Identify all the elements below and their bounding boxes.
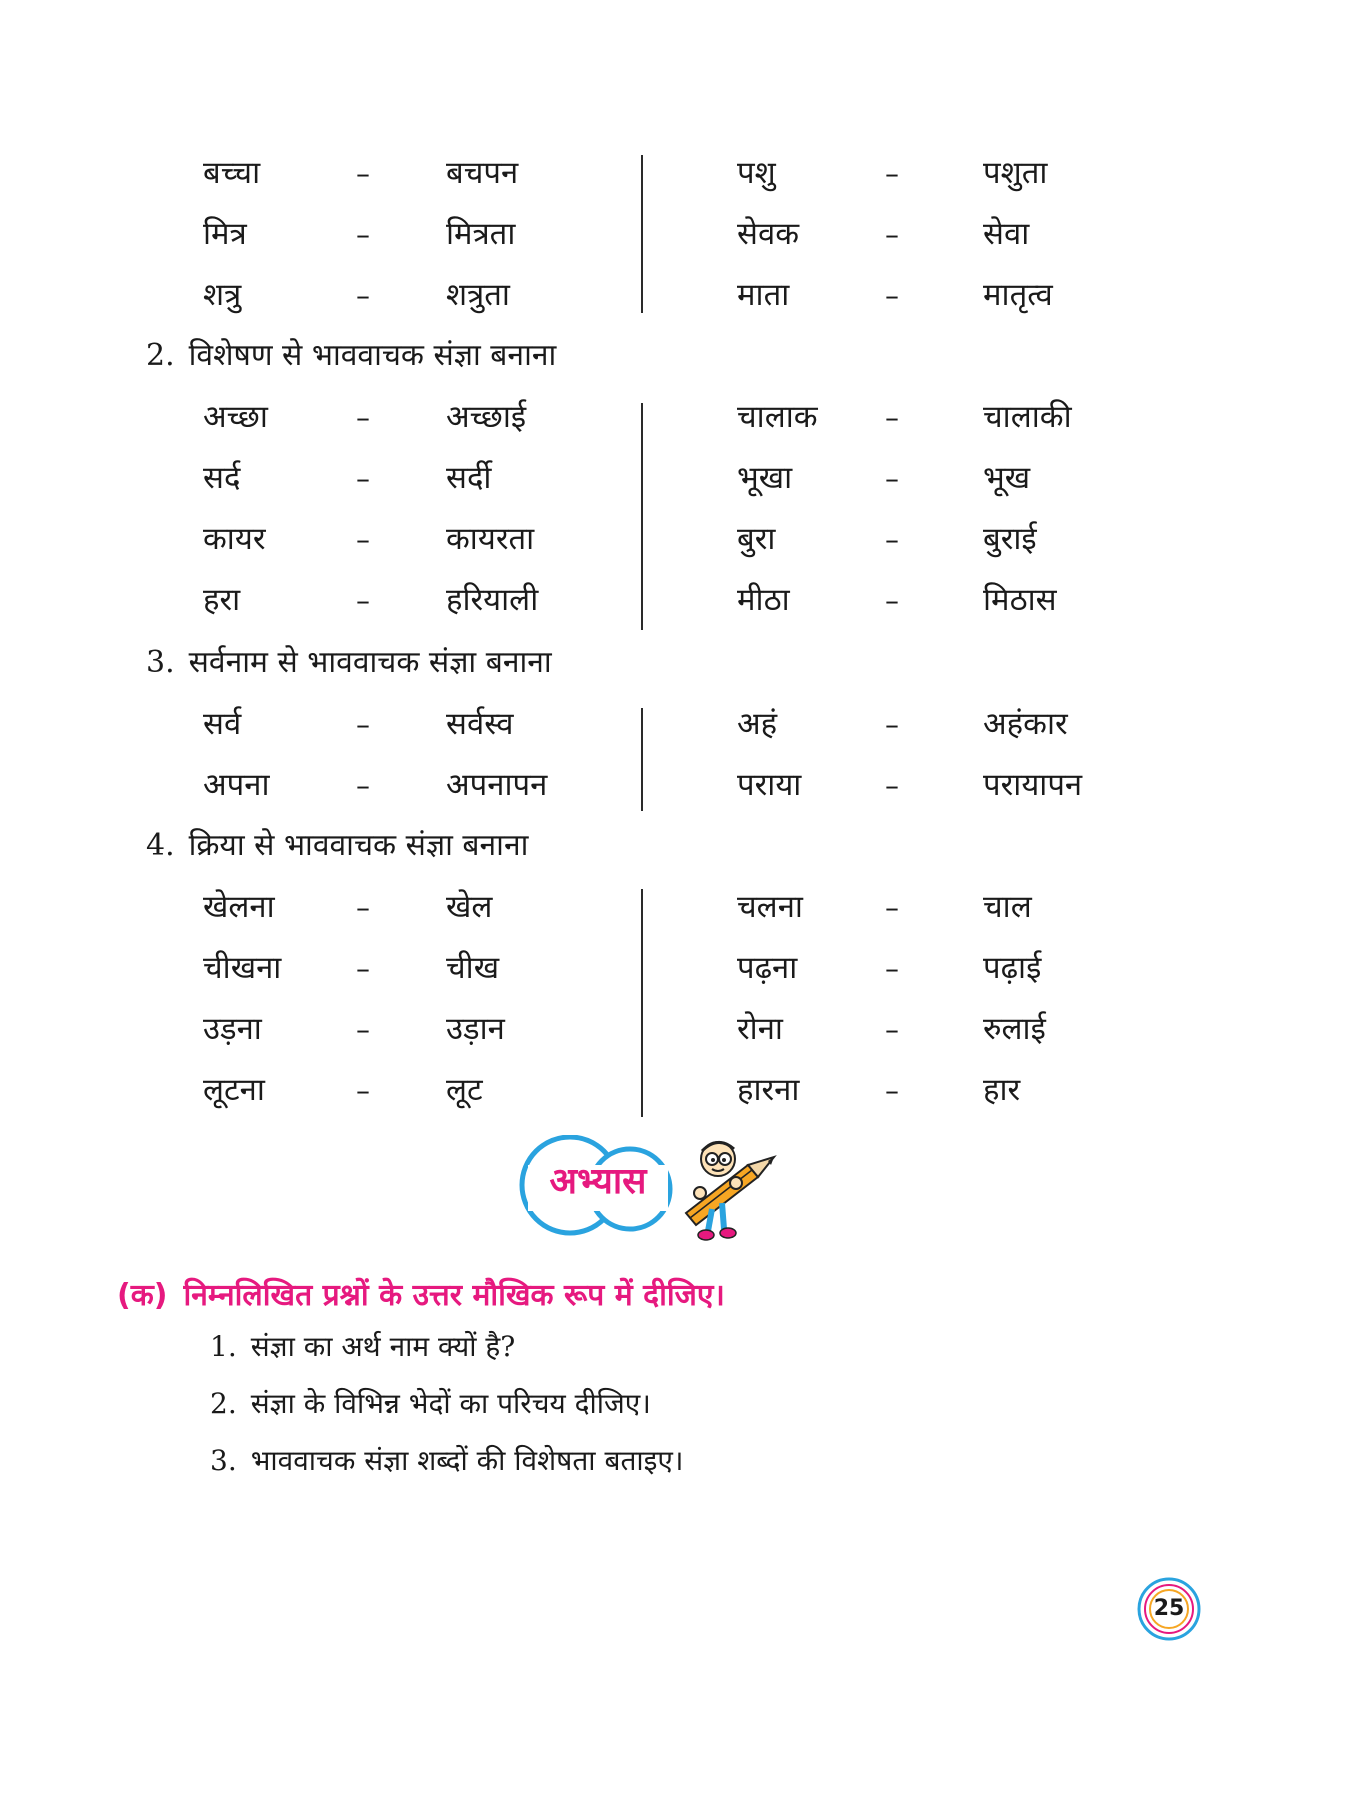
word-base: पढ़ना	[737, 950, 798, 986]
question-item	[210, 1441, 684, 1481]
word-derived: हरियाली	[446, 582, 539, 618]
exercise-instruction: निम्नलिखित प्रश्नों के उत्तर मौखिक रूप में दीजिए।	[183, 1278, 725, 1313]
dash: –	[885, 462, 899, 495]
badge-title: अभ्यास	[549, 1161, 647, 1202]
word-base: अपना	[203, 767, 270, 803]
question-number: 2.	[210, 1387, 237, 1420]
question-number: 3.	[210, 1444, 237, 1477]
word-row	[0, 265, 1363, 326]
word-derived: बुराई	[983, 521, 1037, 557]
word-base: खेलना	[203, 889, 275, 925]
question-item	[210, 1384, 651, 1424]
section-title: विशेषण से भाववाचक संज्ञा बनाना	[188, 338, 557, 373]
exercise-heading	[117, 1274, 725, 1318]
word-table-group-2	[0, 387, 1363, 631]
dash: –	[356, 584, 370, 617]
question-text: संज्ञा का अर्थ नाम क्यों है?	[250, 1330, 516, 1363]
page-number-text: 25	[1153, 1596, 1185, 1621]
dash: –	[885, 279, 899, 312]
dash: –	[885, 708, 899, 741]
dash: –	[356, 401, 370, 434]
section-number: 3.	[146, 645, 175, 680]
word-row	[0, 448, 1363, 509]
word-derived: खेल	[446, 889, 493, 925]
dash: –	[356, 891, 370, 924]
section-heading-2	[146, 336, 556, 376]
word-derived: सर्वस्व	[446, 706, 514, 742]
word-derived: बचपन	[446, 155, 519, 191]
dash: –	[885, 1013, 899, 1046]
word-base: बच्चा	[203, 155, 261, 191]
word-derived: लूट	[446, 1072, 483, 1108]
dash: –	[885, 401, 899, 434]
word-table-group-1	[0, 143, 1363, 326]
section-heading-4	[146, 826, 528, 866]
word-derived: चाल	[983, 889, 1032, 925]
dash: –	[356, 952, 370, 985]
word-derived: अहंकार	[983, 706, 1068, 742]
word-derived: सर्दी	[446, 460, 492, 496]
word-base: चीखना	[203, 950, 282, 986]
word-derived: चीख	[446, 950, 500, 986]
word-base: हारना	[737, 1072, 800, 1108]
dash: –	[356, 523, 370, 556]
word-table-group-3	[0, 694, 1363, 816]
word-row	[0, 877, 1363, 938]
dash: –	[885, 952, 899, 985]
word-base: अहं	[737, 706, 778, 742]
section-heading-3	[146, 643, 552, 683]
word-derived: चालाकी	[983, 399, 1072, 435]
word-base: सर्द	[203, 460, 241, 496]
word-base: पराया	[737, 767, 802, 803]
question-text: संज्ञा के विभिन्न भेदों का परिचय दीजिए।	[250, 1387, 651, 1420]
word-row	[0, 143, 1363, 204]
word-derived: उड़ान	[446, 1011, 505, 1047]
word-base: अच्छा	[203, 399, 268, 435]
word-derived: कायरता	[446, 521, 535, 557]
dash: –	[356, 708, 370, 741]
dash: –	[356, 157, 370, 190]
word-row	[0, 755, 1363, 816]
dash: –	[356, 1013, 370, 1046]
word-base: बुरा	[737, 521, 776, 557]
word-derived: पढ़ाई	[983, 950, 1042, 986]
abhyas-badge	[508, 1135, 768, 1255]
word-base: सर्व	[203, 706, 242, 742]
dash: –	[356, 279, 370, 312]
dash: –	[885, 584, 899, 617]
question-item	[210, 1327, 515, 1367]
word-row	[0, 570, 1363, 631]
word-derived: भूख	[983, 460, 1031, 496]
word-base: लूटना	[203, 1072, 265, 1108]
word-derived: मातृत्व	[983, 277, 1053, 313]
word-row	[0, 1060, 1363, 1121]
word-row	[0, 387, 1363, 448]
word-derived: पशुता	[983, 155, 1048, 191]
section-number: 2.	[146, 338, 175, 373]
word-base: चालाक	[737, 399, 818, 435]
dash: –	[356, 1074, 370, 1107]
word-base: मीठा	[737, 582, 790, 618]
pencil-mascot-icon	[678, 1135, 778, 1245]
word-derived: मिठास	[983, 582, 1057, 618]
section-title: क्रिया से भाववाचक संज्ञा बनाना	[188, 828, 529, 863]
page-number	[1135, 1575, 1203, 1643]
word-derived: अच्छाई	[446, 399, 527, 435]
word-base: सेवक	[737, 216, 799, 252]
word-base: मित्र	[203, 216, 247, 252]
question-text: भाववाचक संज्ञा शब्दों की विशेषता बताइए।	[250, 1444, 684, 1477]
dash: –	[885, 523, 899, 556]
dash: –	[885, 157, 899, 190]
word-derived: सेवा	[983, 216, 1030, 252]
dash: –	[885, 891, 899, 924]
question-number: 1.	[210, 1330, 237, 1363]
exercise-label: (क)	[117, 1278, 168, 1313]
word-row	[0, 938, 1363, 999]
word-base: चलना	[737, 889, 803, 925]
word-derived: अपनापन	[446, 767, 548, 803]
word-base: भूखा	[737, 460, 793, 496]
word-base: उड़ना	[203, 1011, 262, 1047]
dash: –	[885, 769, 899, 802]
word-derived: परायापन	[983, 767, 1083, 803]
word-table-group-4	[0, 877, 1363, 1121]
word-derived: शत्रुता	[446, 277, 510, 313]
dash: –	[885, 1074, 899, 1107]
section-title: सर्वनाम से भाववाचक संज्ञा बनाना	[188, 645, 552, 680]
word-base: हरा	[203, 582, 241, 618]
word-base: रोना	[737, 1011, 783, 1047]
word-derived: मित्रता	[446, 216, 516, 252]
dash: –	[356, 218, 370, 251]
word-derived: हार	[983, 1072, 1021, 1108]
word-row	[0, 204, 1363, 265]
word-row	[0, 509, 1363, 570]
word-base: माता	[737, 277, 790, 313]
dash: –	[356, 462, 370, 495]
word-base: पशु	[737, 155, 776, 191]
dash: –	[885, 218, 899, 251]
word-row	[0, 694, 1363, 755]
word-derived: रुलाई	[983, 1011, 1046, 1047]
word-base: शत्रु	[203, 277, 242, 313]
word-row	[0, 999, 1363, 1060]
dash: –	[356, 769, 370, 802]
section-number: 4.	[146, 828, 175, 863]
word-base: कायर	[203, 521, 266, 557]
